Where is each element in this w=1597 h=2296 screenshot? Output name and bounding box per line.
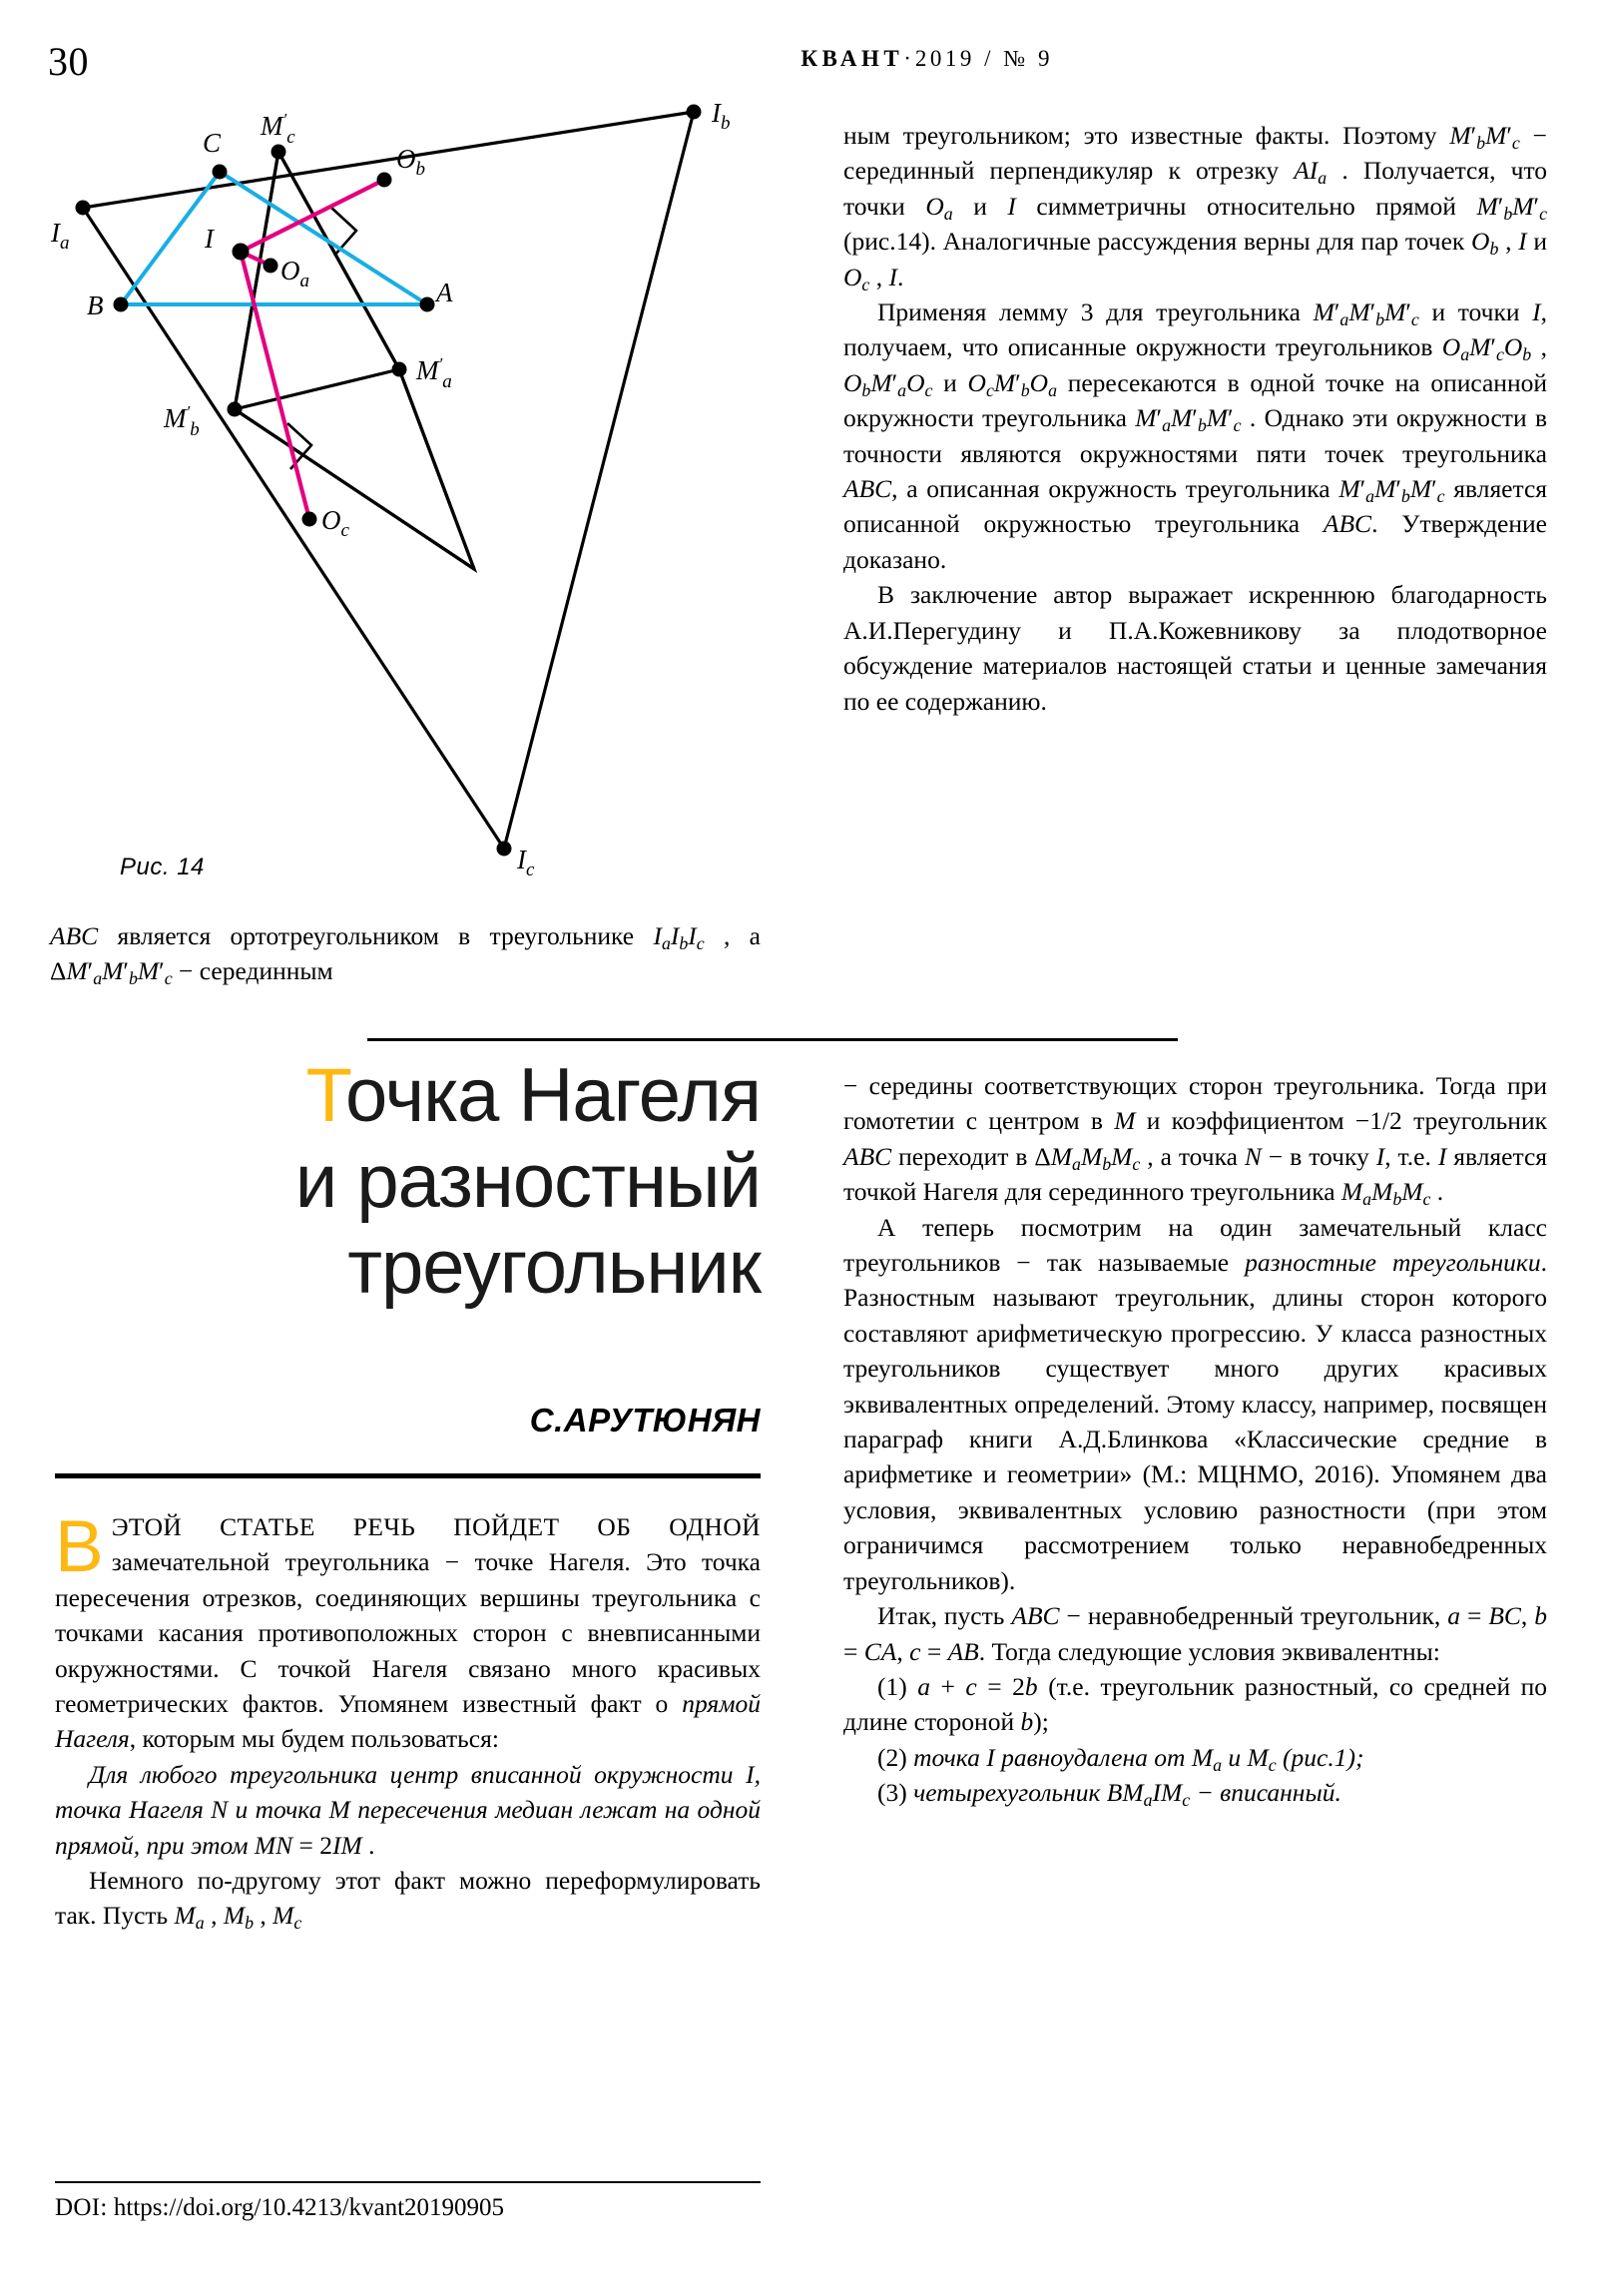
label-Ob: $O_b$ [396, 144, 425, 180]
footer-rule [55, 2181, 761, 2183]
title-line-3: треугольник [347, 1225, 761, 1310]
label-Oc: $O_c$ [321, 505, 349, 541]
paragraph: В заключение автор выражает искреннюю благодарность А.И.Перегудину и П.А.Кожевникову за плодотворное обсуждение материалов настоящей статьи и ценные замечания по ее содержанию. [843, 580, 1547, 716]
paragraph: − середины соответствующих сторон треугольника. Тогда при гомотетии с центром в M и коэффициентом −1/2 треугольник ABC переходит в $\Delta M_aM_bM_c$ , а точка N − в точку I, т.е. I является точкой Нагеля для серединного треугольника $M_aM_bM_c$ . [843, 1071, 1547, 1210]
article-title [55, 1053, 761, 1311]
doi-label: DOI: [55, 2194, 108, 2221]
doi-line [55, 2194, 504, 2222]
journal-issue: 2019 / № 9 [914, 46, 1053, 71]
title-top-rule [367, 1038, 1178, 1041]
label-A: A [436, 278, 453, 307]
paragraph: Применяя лемму 3 для треугольника $M'_aM'_bM'_c$ и точки I, получаем, что описанные окружности треугольников $O_aM'_cO_b$ , $O_bM'_aO_c$ и $O_cM'_bO_a$ пересекаются в одной точке на описанной окружности треугольника $M'_aM'_bM'_c$ . Однако эти окружности в точности являются окружностями пяти точек треугольника ABC, а описанная окружность треугольника $M'_aM'_bM'_c$ является описанной окружностью треугольника ABC. Утверждение доказано. [843, 297, 1547, 574]
title-line-2: и разностный [294, 1139, 761, 1224]
right-angle-marks [287, 208, 356, 469]
paragraph: (1) a + c = 2b (т.е. треугольник разностный, со средней по длине стороной b); [843, 1671, 1547, 1737]
paragraph: (2) точка I равноудалена от $M_a$ и $M_c$ (рис.1); [877, 1742, 1364, 1775]
figure-vertices [76, 105, 702, 857]
label-Mb: $M'_b$ [164, 402, 200, 440]
figure-caption: Рис. 14 [120, 854, 205, 880]
label-Ia: $I_a$ [51, 218, 70, 254]
paragraph: ным треугольником; это известные факты. Поэтому $M'_bM'_c$ − серединный перпендикуляр к отрезку $AI_a$ . Получается, что точки $O_a$ и I симметричны относительно прямой $M'_bM'_c$ (рис.14). Аналогичные рассуждения верны для пар точек $O_b$ , I и $O_c$ , I. [843, 121, 1547, 294]
journal-separator: · [903, 46, 915, 71]
label-Ma: $M'_a$ [416, 354, 452, 392]
paragraph: А теперь посмотрим на один замечательный класс треугольников − так называемые разностные треугольники. Разностным называют треугольник, длины сторон которого составляют арифметическую прогрессию. У класса разностных треугольников существует много других красивых эквивалентных определений. Этому классу, например, посвящен параграф книги А.Д.Блинкова «Классические средние в арифметике и геометрии» (М.: МЦНМО, 2016). Упомянем два условия, эквивалентных условию разностности (при этом ограничимся рассмотрением только неравнобедренных треугольников). [843, 1212, 1547, 1595]
lead-in-text: ЭТОЙ СТАТЬЕ РЕЧЬ ПОЙДЕТ ОБ ОДНОЙ [111, 1512, 761, 1541]
outer-triangle-path [83, 112, 694, 849]
right-column-body [843, 1068, 1547, 1811]
paragraph: ABC является ортотреугольником в треугольнике $I_aI_bI_c$ , а $\Delta M'_aM'_bM'_c$ − серединным [50, 921, 761, 989]
paragraph: Немного по-другому этот факт можно переформулировать так. Пусть $M_a$ , $M_b$ , $M_c$ [55, 1866, 761, 1934]
paragraph: ВЭТОЙ СТАТЬЕ РЕЧЬ ПОЙДЕТ ОБ ОДНОЙ замечательной треугольника − точке Нагеля. Это точка пересечения отрезков, соединяющих вершины треугольника с точками касания противоположных сторон с вневписанными окружностями. С точкой Нагеля связано много красивых геометрических фактов. Упомянем известный факт о прямой Нагеля, которым мы будем пользоваться: [55, 1506, 761, 1754]
paragraph: (3) четырехугольник $BM_aIM_c$ − вписанный. [877, 1778, 1341, 1811]
title-drop-letter: Т [305, 1053, 346, 1138]
journal-name: КВАНТ [800, 46, 904, 71]
label-Ib: $I_b$ [712, 98, 731, 134]
figure-14 [45, 90, 764, 888]
inner-triangle-abc [121, 172, 427, 304]
paragraph: Для любого треугольника центр вписанной окружности I, точка Нагеля N и точка M пересечения медиан лежат на одной прямой, при этом MN = 2IM . [55, 1759, 761, 1860]
label-I: I [205, 224, 214, 254]
label-Oa: $O_a$ [280, 256, 309, 291]
label-Mc: $M'_c$ [261, 110, 295, 148]
title-line-1-rest: очка Нагеля [345, 1053, 761, 1138]
label-C: C [203, 128, 222, 158]
label-B: B [87, 290, 104, 320]
paragraph: Итак, пусть ABC − неравнобедренный треугольник, a = BC, b = CA, c = AB. Тогда следующие условия эквивалентны: [843, 1601, 1548, 1666]
label-Ic: $I_c$ [517, 845, 535, 880]
page-number: 30 [48, 39, 89, 84]
drop-cap: В [55, 1506, 104, 1587]
running-head [0, 38, 1597, 88]
journal-header [0, 46, 1053, 72]
inner-black-path-1 [235, 152, 399, 409]
left-column-body [55, 1506, 761, 1934]
doi-value[interactable]: https://doi.org/10.4213/kvant20190905 [113, 2194, 505, 2221]
right-column-top [843, 118, 1547, 719]
title-line-1 [55, 1053, 761, 1139]
figure-labels [50, 98, 731, 880]
byline-rule [55, 1473, 761, 1478]
left-column-caption-text [50, 918, 761, 989]
article-byline: С.АРУТЮНЯН [529, 1402, 761, 1438]
